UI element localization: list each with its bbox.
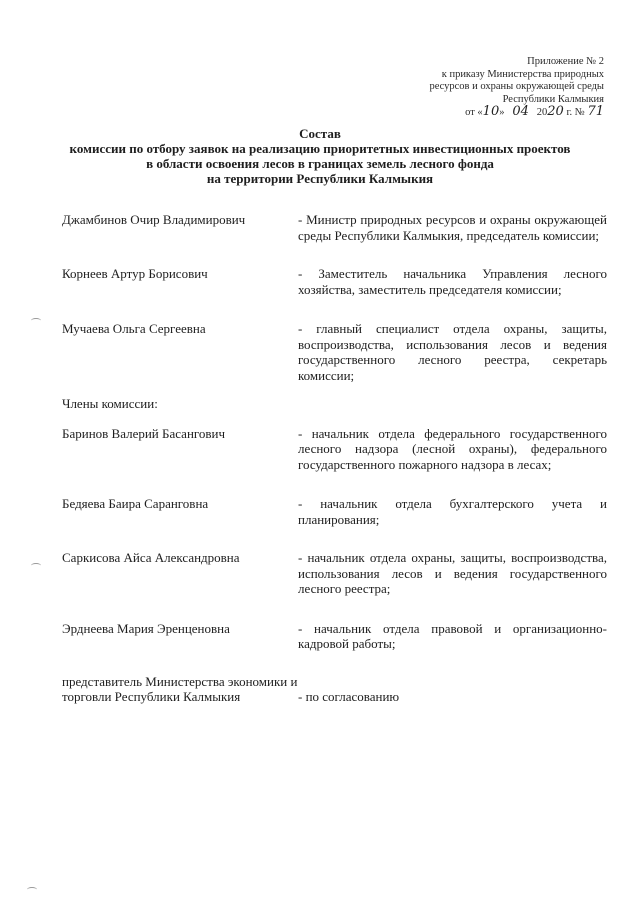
commission-list xyxy=(62,212,607,705)
member-row xyxy=(62,426,607,473)
member-name: представитель Министерства экономики и торговли Республики Калмыкия xyxy=(62,673,298,704)
title-line-3: в области освоения лесов в границах земель лесного фонда xyxy=(146,156,494,171)
member-row xyxy=(62,550,607,597)
year-prefix: 20 xyxy=(536,107,548,118)
member-role: - главный специалист отдела охраны, защиты, воспроизводства, использования лесов и ведения государственного лесного реестра, секретарь комиссии; xyxy=(298,321,607,383)
ministry-name: ресурсов и охраны окружающей среды xyxy=(429,81,604,92)
scan-margin-mark xyxy=(31,318,41,323)
members-section-label: Члены комиссии: xyxy=(62,396,158,411)
member-role: - начальник отдела охраны, защиты, воспроизводства, использования лесов и ведения государственного лесного реестра; xyxy=(298,550,607,596)
member-name: Эрднеева Мария Эренценовна xyxy=(62,620,230,636)
handwritten-month: 04 xyxy=(512,104,529,119)
member-name: Мучаева Ольга Сергеевна xyxy=(62,321,206,336)
member-name: Саркисова Айса Александровна xyxy=(62,550,240,565)
date-mid: » xyxy=(499,107,505,118)
number-label: г. № xyxy=(566,107,585,118)
member-role: - начальник отдела правовой и организационно-кадровой работы; xyxy=(298,620,607,651)
member-name: Джамбинов Очир Владимирович xyxy=(62,212,246,227)
member-role: - по согласованию xyxy=(298,688,400,704)
member-row xyxy=(62,621,607,652)
republic-name: Республики Калмыкия xyxy=(502,93,604,105)
member-row xyxy=(62,674,607,705)
title-line-4: на территории Республики Калмыкия xyxy=(206,171,434,186)
member-row xyxy=(62,321,607,383)
handwritten-order-number: 71 xyxy=(587,104,604,119)
order-reference: к приказу Министерства природных xyxy=(441,68,604,80)
scan-margin-mark xyxy=(27,887,37,892)
member-row xyxy=(62,212,607,243)
member-row xyxy=(62,496,607,527)
document-title xyxy=(0,126,640,186)
member-name: Корнеев Артур Борисович xyxy=(62,266,208,281)
member-role: - начальник отдела федерального государственного лесного надзора (лесной охраны), федерального государственного пожарного надзора в лесах; xyxy=(298,425,607,472)
title-line-2: комиссии по отбору заявок на реализацию приоритетных инвестиционных проектов xyxy=(69,141,571,156)
member-role: - начальник отдела бухгалтерского учета и планирования; xyxy=(298,496,607,527)
appendix-header xyxy=(429,56,604,120)
member-role: - Министр природных ресурсов и охраны окружающей среды Республики Калмыкия, председатель комиссии; xyxy=(298,212,607,243)
date-prefix: от « xyxy=(465,107,483,118)
member-name: Баринов Валерий Басангович xyxy=(62,425,226,441)
member-name: Бедяева Баира Саранговна xyxy=(62,496,209,511)
handwritten-day: 10 xyxy=(482,104,500,119)
member-row xyxy=(62,266,607,297)
title-line-1: Состав xyxy=(299,126,341,141)
handwritten-year: 20 xyxy=(547,104,564,119)
scan-margin-mark xyxy=(31,563,41,568)
appendix-number: Приложение № 2 xyxy=(527,56,604,67)
member-role: - Заместитель начальника Управления лесного хозяйства, заместитель председателя комиссии; xyxy=(298,266,607,297)
order-date-line xyxy=(429,106,604,120)
